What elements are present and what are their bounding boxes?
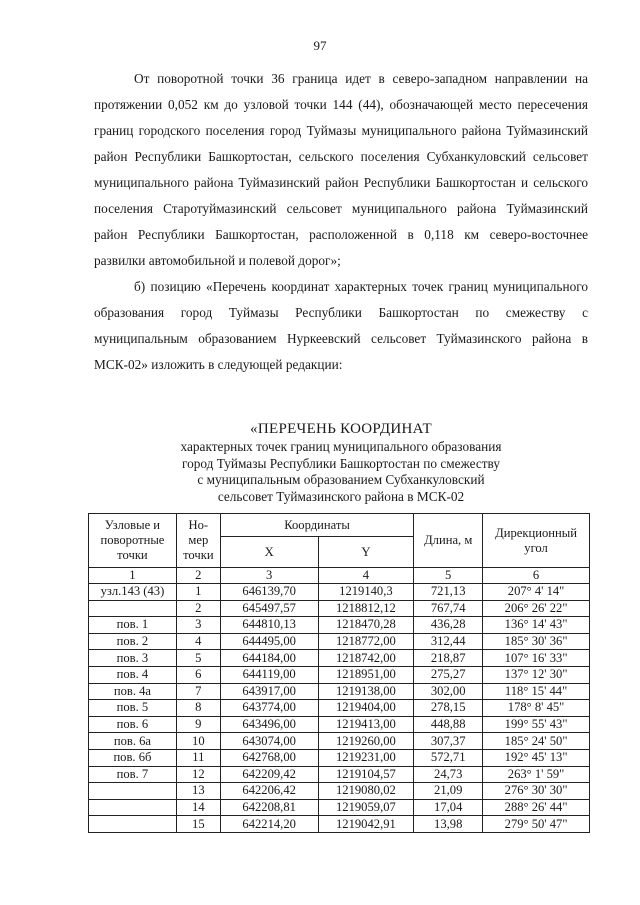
- cell-point: пов. 6: [89, 716, 177, 733]
- cell-number: 9: [176, 716, 220, 733]
- body-text: [94, 66, 588, 378]
- cell-y: 1218470,28: [318, 617, 414, 634]
- table-row: [89, 733, 590, 750]
- table-title-line: город Туймазы Республики Башкортостан по смежеству: [181, 455, 500, 471]
- column-number: 2: [176, 568, 220, 584]
- coordinates-table: [88, 513, 590, 833]
- table-title: [94, 420, 588, 505]
- cell-y: 1218812,12: [318, 600, 414, 617]
- cell-angle: 206° 26' 22": [483, 600, 590, 617]
- cell-number: 5: [176, 650, 220, 667]
- cell-length: 448,88: [414, 716, 483, 733]
- cell-length: 721,13: [414, 584, 483, 601]
- cell-x: 643074,00: [220, 733, 318, 750]
- table-title-line: с муниципальным образованием Субханкуловский: [197, 472, 485, 487]
- cell-point: пов. 6а: [89, 733, 177, 750]
- cell-x: 646139,70: [220, 584, 318, 601]
- paragraph: От поворотной точки 36 граница идет в северо-западном направлении на протяжении 0,052 км до узловой точки 144 (44), обозначающей место пересечения границ городского поселения город Туймазы муниципального района Туймазинский район Республики Башкортостан, сельского поселения Субханкуловский сельсовет муниципального района Туймазинский район Республики Башкортостан и сельского поселения Старотуймазинский сельсовет муниципального района Туймазинский район Республики Башкортостан, расположенной в 0,118 км северо-восточнее развилки автомобильной и полевой дорог»;: [94, 71, 588, 268]
- cell-number: 4: [176, 633, 220, 650]
- cell-y: 1219138,00: [318, 683, 414, 700]
- cell-point: пов. 6б: [89, 749, 177, 766]
- cell-length: 307,37: [414, 733, 483, 750]
- cell-y: 1219260,00: [318, 733, 414, 750]
- cell-length: 302,00: [414, 683, 483, 700]
- table-title-line: характерных точек границ муниципального образования: [180, 439, 502, 454]
- table-row: [89, 783, 590, 800]
- column-number: 4: [318, 568, 414, 584]
- cell-angle: 199° 55' 43": [483, 716, 590, 733]
- cell-angle: 207° 4' 14": [483, 584, 590, 601]
- cell-x: 642208,81: [220, 799, 318, 816]
- cell-y: 1219080,02: [318, 783, 414, 800]
- cell-angle: 178° 8' 45": [483, 700, 590, 717]
- cell-x: 642209,42: [220, 766, 318, 783]
- column-number: 5: [414, 568, 483, 584]
- cell-point: [89, 600, 177, 617]
- cell-length: 24,73: [414, 766, 483, 783]
- cell-angle: 136° 14' 43": [483, 617, 590, 634]
- cell-number: 7: [176, 683, 220, 700]
- cell-y: 1218742,00: [318, 650, 414, 667]
- cell-angle: 192° 45' 13": [483, 749, 590, 766]
- cell-number: 10: [176, 733, 220, 750]
- table-row: [89, 600, 590, 617]
- table-row: [89, 749, 590, 766]
- cell-x: 644810,13: [220, 617, 318, 634]
- cell-y: 1218772,00: [318, 633, 414, 650]
- table-row: [89, 666, 590, 683]
- cell-number: 8: [176, 700, 220, 717]
- table-row: [89, 650, 590, 667]
- cell-angle: 185° 24' 50": [483, 733, 590, 750]
- cell-length: 13,98: [414, 816, 483, 833]
- table-row: [89, 584, 590, 601]
- cell-x: 642214,20: [220, 816, 318, 833]
- cell-x: 643774,00: [220, 700, 318, 717]
- header-coordinates: Координаты: [220, 514, 414, 537]
- cell-x: 644495,00: [220, 633, 318, 650]
- column-number: 6: [483, 568, 590, 584]
- cell-length: 218,87: [414, 650, 483, 667]
- table-row: [89, 683, 590, 700]
- header-angle: Дирекционный угол: [483, 514, 590, 568]
- column-number: 3: [220, 568, 318, 584]
- cell-point: пов. 4а: [89, 683, 177, 700]
- cell-point: пов. 2: [89, 633, 177, 650]
- column-number: 1: [89, 568, 177, 584]
- cell-y: 1219413,00: [318, 716, 414, 733]
- cell-point: пов. 4: [89, 666, 177, 683]
- cell-angle: 185° 30' 36": [483, 633, 590, 650]
- cell-y: 1219104,57: [318, 766, 414, 783]
- table-title-line: сельсовет Туймазинского района в МСК-02: [217, 488, 465, 504]
- cell-y: 1218951,00: [318, 666, 414, 683]
- cell-angle: 279° 50' 47": [483, 816, 590, 833]
- cell-y: 1219404,00: [318, 700, 414, 717]
- cell-angle: 263° 1' 59": [483, 766, 590, 783]
- cell-length: 436,28: [414, 617, 483, 634]
- cell-x: 643496,00: [220, 716, 318, 733]
- cell-number: 1: [176, 584, 220, 601]
- table-row: [89, 766, 590, 783]
- header-x: X: [220, 537, 318, 568]
- cell-x: 644184,00: [220, 650, 318, 667]
- page-number: 97: [313, 38, 327, 53]
- cell-y: 1219140,3: [318, 584, 414, 601]
- cell-length: 278,15: [414, 700, 483, 717]
- cell-x: 643917,00: [220, 683, 318, 700]
- cell-number: 3: [176, 617, 220, 634]
- cell-x: 645497,57: [220, 600, 318, 617]
- header-length: Длина, м: [414, 514, 483, 568]
- cell-number: 11: [176, 749, 220, 766]
- cell-length: 312,44: [414, 633, 483, 650]
- cell-point: пов. 5: [89, 700, 177, 717]
- cell-point: [89, 799, 177, 816]
- cell-length: 21,09: [414, 783, 483, 800]
- cell-y: 1219059,07: [318, 799, 414, 816]
- cell-angle: 107° 16' 33": [483, 650, 590, 667]
- cell-angle: 276° 30' 30": [483, 783, 590, 800]
- table-row: [89, 633, 590, 650]
- table-row: [89, 716, 590, 733]
- header-points: Узловые и поворотные точки: [89, 514, 177, 568]
- cell-angle: 288° 26' 44": [483, 799, 590, 816]
- cell-point: пов. 1: [89, 617, 177, 634]
- paragraph: б) позицию «Перечень координат характерных точек границ муниципального образования город Туймазы Республики Башкортостан по смежеству с муниципальным образованием Нуркеевский сельсовет Туймазинского района в МСК-02» изложить в следующей редакции:: [94, 279, 588, 372]
- cell-length: 767,74: [414, 600, 483, 617]
- table-row: [89, 700, 590, 717]
- table-title-main: «ПЕРЕЧЕНЬ КООРДИНАТ: [250, 421, 432, 437]
- cell-y: 1219042,91: [318, 816, 414, 833]
- cell-point: пов. 3: [89, 650, 177, 667]
- header-y: Y: [318, 537, 414, 568]
- cell-point: [89, 783, 177, 800]
- cell-x: 642206,42: [220, 783, 318, 800]
- cell-number: 12: [176, 766, 220, 783]
- cell-number: 15: [176, 816, 220, 833]
- cell-x: 644119,00: [220, 666, 318, 683]
- header-number: Но-мер точки: [176, 514, 220, 568]
- cell-number: 14: [176, 799, 220, 816]
- cell-point: узл.143 (43): [89, 584, 177, 601]
- cell-length: 275,27: [414, 666, 483, 683]
- cell-number: 13: [176, 783, 220, 800]
- cell-y: 1219231,00: [318, 749, 414, 766]
- table-row: [89, 799, 590, 816]
- cell-number: 6: [176, 666, 220, 683]
- cell-x: 642768,00: [220, 749, 318, 766]
- cell-angle: 118° 15' 44": [483, 683, 590, 700]
- cell-number: 2: [176, 600, 220, 617]
- table-row: [89, 617, 590, 634]
- cell-point: пов. 7: [89, 766, 177, 783]
- cell-length: 17,04: [414, 799, 483, 816]
- cell-length: 572,71: [414, 749, 483, 766]
- cell-point: [89, 816, 177, 833]
- table-row: [89, 816, 590, 833]
- cell-angle: 137° 12' 30": [483, 666, 590, 683]
